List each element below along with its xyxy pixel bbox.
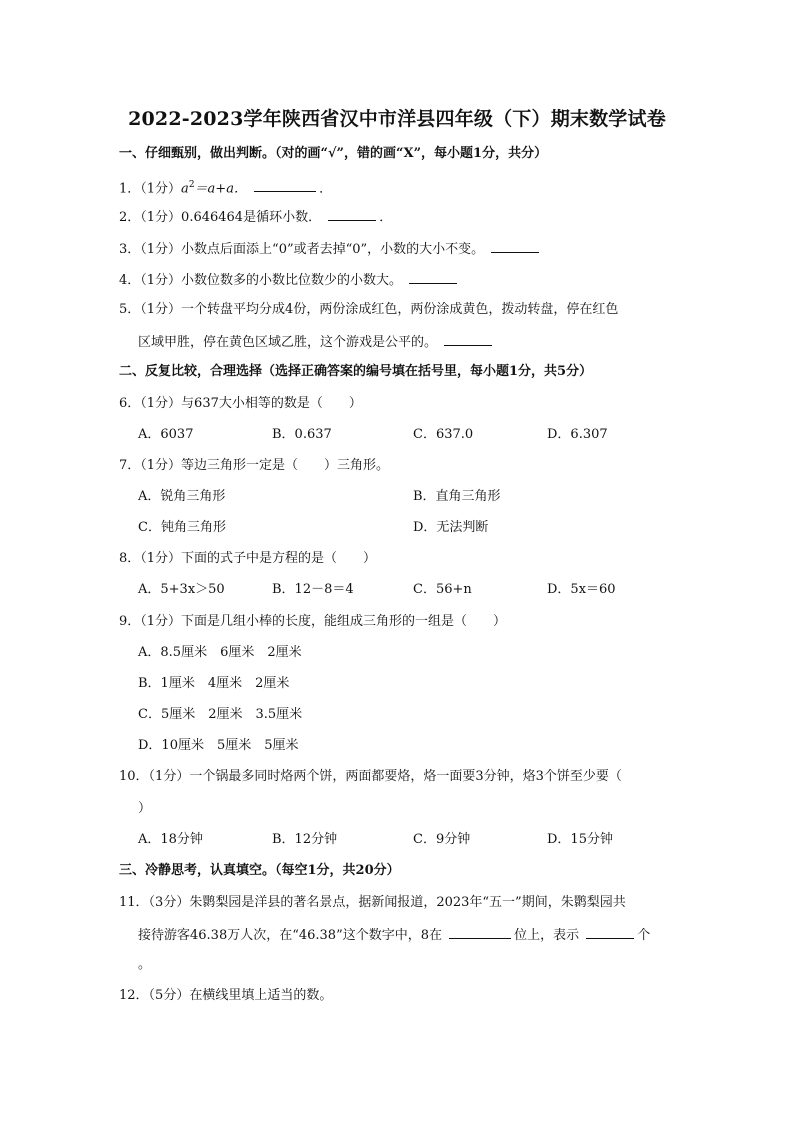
question-1-var: a (181, 181, 189, 197)
question-8-option-d[interactable]: D．5x＝60 (547, 582, 616, 597)
section-1-heading: 一、仔细甄别，做出判断。（对的画“√”，错的画“X”，每小题1分，共分） (119, 146, 548, 161)
question-8-option-b[interactable]: B．12－8＝4 (272, 582, 354, 597)
question-4-answer-blank[interactable] (409, 271, 457, 284)
question-7-option-d[interactable]: D．无法判断 (413, 520, 489, 535)
question-4-text: 4．（1分）小数位数多的小数比位数少的小数大。 (119, 273, 403, 288)
question-7-option-c[interactable]: C．钝角三角形 (138, 520, 226, 535)
question-10-option-b[interactable]: B．12分钟 (272, 832, 338, 847)
question-10-option-d[interactable]: D．15分钟 (547, 832, 613, 847)
question-1-tail: ． (319, 181, 333, 197)
question-9-stem: 9．（1分）下面是几组小棒的长度，能组成三角形的一组是（ ） (119, 614, 507, 629)
question-11-blank-2[interactable] (586, 926, 634, 939)
question-9-option-a[interactable]: A．8.5厘米 6厘米 2厘米 (138, 645, 302, 660)
question-6-option-a[interactable]: A．6037 (138, 427, 194, 442)
question-1 (119, 177, 332, 197)
question-5-line-2 (138, 333, 495, 351)
question-9-option-d[interactable]: D．10厘米 5厘米 5厘米 (138, 738, 299, 753)
question-7-option-b[interactable]: B．直角三角形 (413, 489, 501, 504)
question-11-line-3: 。 (138, 957, 152, 972)
question-5-line-1: 5．（1分）一个转盘平均分成4份，两份涂成红色，两份涂成黄色，拨动转盘，停在红色 (119, 302, 619, 317)
question-11-text-c: 个 (637, 928, 651, 943)
question-10-line-2: ） (138, 801, 152, 816)
question-2-answer-blank[interactable] (328, 208, 376, 221)
question-10-option-c[interactable]: C．9分钟 (413, 832, 471, 847)
question-2 (119, 208, 392, 226)
question-4 (119, 271, 460, 289)
question-6-option-d[interactable]: D．6.307 (547, 427, 608, 442)
question-3-answer-blank[interactable] (491, 240, 539, 253)
question-6-option-b[interactable]: B．0.637 (272, 427, 332, 442)
section-3-heading: 三、冷静思考，认真填空。（每空1分，共20分） (119, 863, 400, 878)
section-2-heading: 二、反复比较，合理选择（选择正确答案的编号填在括号里，每小题1分，共5分） (119, 364, 593, 379)
question-7-stem: 7．（1分）等边三角形一定是（ ）三角形。 (119, 458, 390, 473)
question-2-tail: ． (379, 210, 393, 225)
question-9-option-b[interactable]: B．1厘米 4厘米 2厘米 (138, 676, 290, 691)
question-11-text-a: 接待游客46.38万人次，在“46.38”这个数字中，8在 (138, 928, 442, 943)
question-5-text: 区域甲胜，停在黄色区域乙胜，这个游戏是公平的。 (138, 335, 438, 350)
question-6-option-c[interactable]: C．637.0 (413, 427, 474, 442)
question-9-option-c[interactable]: C．5厘米 2厘米 3.5厘米 (138, 707, 303, 722)
question-11-line-2 (138, 926, 650, 944)
question-11-line-1: 11．（3分）朱鹮梨园是洋县的著名景点，据新闻报道，2023年“五一”期间，朱鹮梨园共 (119, 895, 626, 910)
question-11-text-b: 位上，表示 (514, 928, 580, 943)
question-12: 12．（5分）在横线里填上适当的数。 (119, 988, 333, 1003)
question-6-stem: 6．（1分）与637大小相等的数是（ ） (119, 396, 362, 411)
question-1-expr: ＝a+a． (194, 181, 247, 197)
question-8-stem: 8．（1分）下面的式子中是方程的是（ ） (119, 551, 377, 566)
question-8-option-a[interactable]: A．5+3x＞50 (138, 582, 225, 597)
question-7-option-a[interactable]: A．锐角三角形 (138, 489, 226, 504)
question-1-prefix: 1．（1分） (119, 181, 182, 197)
question-5-answer-blank[interactable] (444, 333, 492, 346)
question-2-text: 2．（1分）0.646464是循环小数． (119, 210, 322, 225)
question-11-blank-1[interactable] (449, 926, 511, 939)
question-10-option-a[interactable]: A．18分钟 (138, 832, 203, 847)
page-title: 2022-2023学年陕西省汉中市洋县四年级（下）期末数学试卷 (128, 108, 666, 130)
question-8-option-c[interactable]: C．56+n (413, 582, 472, 597)
question-10-line-1: 10．（1分）一个锅最多同时烙两个饼，两面都要烙，烙一面要3分钟，烙3个饼至少要（ (119, 769, 622, 784)
question-1-answer-blank[interactable] (254, 179, 316, 192)
question-3-text: 3．（1分）小数点后面添上“0”或者去掉“0”，小数的大小不变。 (119, 242, 485, 257)
question-3 (119, 240, 542, 258)
question-1-exponent: 2 (188, 180, 195, 190)
